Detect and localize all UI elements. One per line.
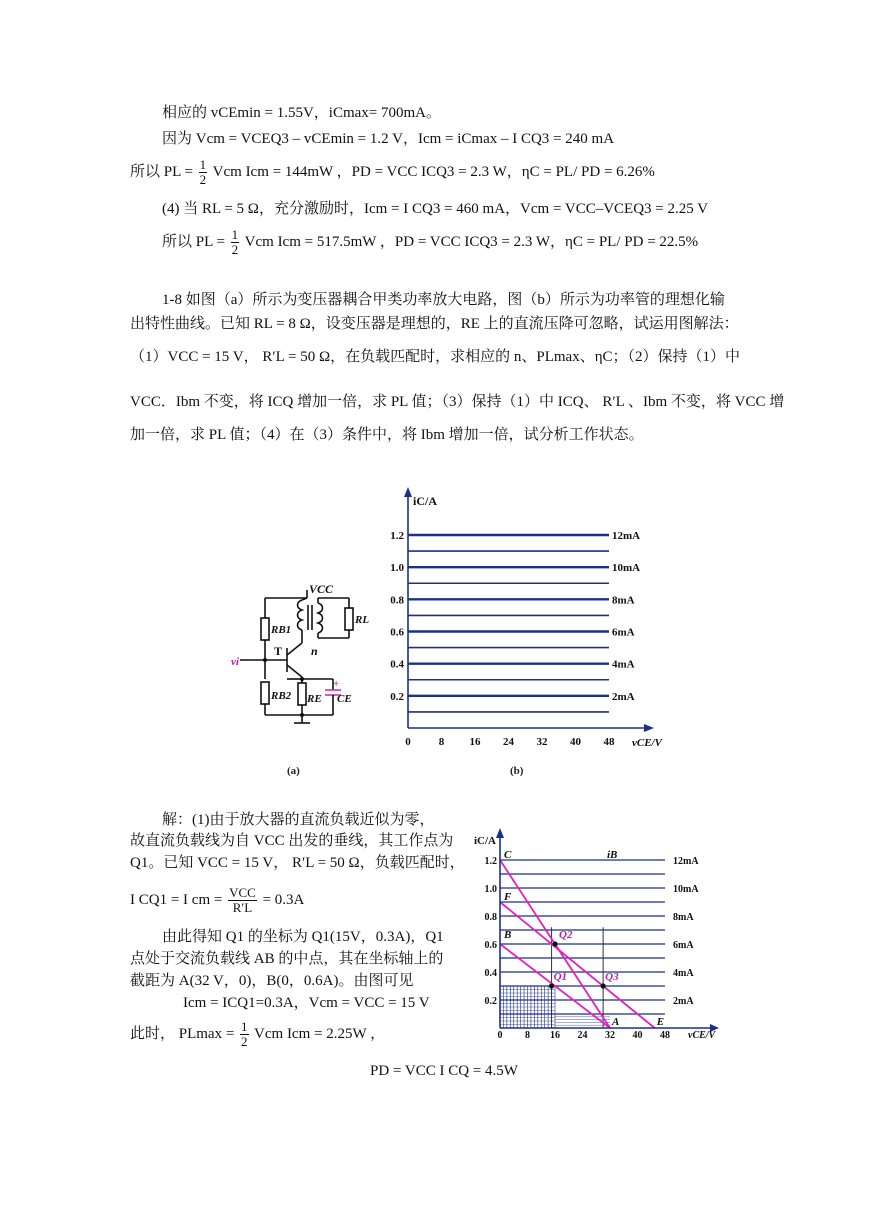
y-axis-label: iC/A xyxy=(474,835,496,847)
x-tick-label: 8 xyxy=(438,736,445,748)
problem-line: （1）VCC = 15 V， R′L = 50 Ω，在负载匹配时，求相应的 n、PLmax、ηC；（2）保持（1）中 xyxy=(130,349,741,365)
fraction xyxy=(240,1020,249,1049)
curve-label: 8mA xyxy=(673,912,694,923)
text-fragment: 所以 PL = xyxy=(130,163,193,180)
ac-load-line-fe xyxy=(500,902,655,1028)
vcc-label: VCC xyxy=(309,582,334,596)
curve-label: 6mA xyxy=(612,626,635,639)
x-tick-label: 40 xyxy=(632,1030,643,1041)
operating-point-q3 xyxy=(601,983,606,988)
text-line: 因为 Vcm = VCEQ3 – vCEmin = 1.2 V，Icm = iCmax – I CQ3 = 240 mA xyxy=(162,131,615,147)
x-axis-label: vCE/V xyxy=(688,1030,716,1041)
x-tick-label: 0 xyxy=(497,1030,503,1041)
y-tick-label: 0.4 xyxy=(390,658,404,671)
point-label: B xyxy=(504,929,512,941)
text-fragment: 此时， PLmax = xyxy=(130,1025,235,1042)
fraction-numerator: 1 xyxy=(241,1019,248,1034)
point-label: Q3 xyxy=(605,971,619,983)
x-tick-label: 16 xyxy=(550,1030,560,1041)
equation-line xyxy=(130,158,655,187)
equation-line xyxy=(130,886,304,915)
figure-caption-b: (b) xyxy=(510,765,524,777)
y-tick-label: 0.4 xyxy=(484,968,497,979)
curve-label: 2mA xyxy=(673,996,694,1007)
y-tick-label: 1.2 xyxy=(484,856,497,867)
solution-line: 故直流负载线为自 VCC 出发的垂线，其工作点为 xyxy=(130,833,454,849)
re-label: RE xyxy=(307,693,322,705)
circuit-diagram xyxy=(225,575,380,780)
equation-line xyxy=(130,1020,385,1049)
x-axis-label: vCE/V xyxy=(632,737,662,749)
point-label: Q1 xyxy=(553,971,568,983)
x-tick-label: 8 xyxy=(525,1030,530,1041)
fraction-numerator: VCC xyxy=(229,885,256,900)
curve-label: 4mA xyxy=(612,658,635,671)
point-label: E xyxy=(656,1016,665,1028)
x-tick-label: 48 xyxy=(660,1030,670,1041)
vi-label: vi xyxy=(231,656,239,668)
y-tick-label: 0.2 xyxy=(390,690,404,703)
polarity-mark: + xyxy=(333,678,340,690)
rl-label: RL xyxy=(355,614,370,626)
figure-caption-a: (a) xyxy=(287,765,300,777)
text-fragment: = 0.3A xyxy=(262,891,305,908)
fraction-denominator: R′L xyxy=(232,900,253,915)
solution-line: 截距为 A(32 V，0)，B(0，0.6A)。由图可见 xyxy=(130,973,414,989)
ce-label: CE xyxy=(337,693,352,705)
problem-line: VCC．Ibm 不变，将 ICQ 增加一倍，求 PL 值；（3）保持（1）中 ICQ、 R′L 、Ibm 不变，将 VCC 增 xyxy=(130,394,785,410)
operating-point-q1 xyxy=(549,983,554,988)
text-fragment: Vcm Icm = 517.5mW ，PD = VCC ICQ3 = 2.3 W，ηC = PL/ PD = 22.5% xyxy=(244,233,699,250)
problem-line: 1-8 如图（a）所示为变压器耦合甲类功率放大电路，图（b）所示为功率管的理想化输 xyxy=(162,292,725,308)
text-fragment: Vcm Icm = 2.25W ， xyxy=(254,1025,386,1042)
x-tick-label: 32 xyxy=(605,1030,615,1041)
y-tick-label: 0.8 xyxy=(390,594,404,607)
text-line: (4) 当 RL = 5 Ω，充分激励时，Icm = I CQ3 = 460 mA，Vcm = VCC–VCEQ3 = 2.25 V xyxy=(162,201,709,217)
rb1-label: RB1 xyxy=(271,624,292,636)
x-tick-label: 32 xyxy=(536,736,548,748)
curve-label: 4mA xyxy=(673,968,694,979)
y-tick-label: 1.2 xyxy=(390,530,404,542)
operating-point-q2 xyxy=(552,941,557,946)
curve-label: 10mA xyxy=(673,884,699,895)
fraction-denominator: 2 xyxy=(231,242,239,257)
point-label: F xyxy=(504,891,512,903)
solution-line: Icm = ICQ1=0.3A，Vcm = VCC = 15 V xyxy=(183,995,430,1011)
y-axis-label: iC/A xyxy=(413,494,437,508)
output-characteristics-b xyxy=(380,485,680,780)
x-tick-label: 24 xyxy=(503,736,514,748)
fraction-denominator: 2 xyxy=(199,172,207,187)
ib-label: iB xyxy=(607,849,618,861)
point-label: A xyxy=(612,1016,620,1028)
solution-line: Q1。已知 VCC = 15 V， R′L = 50 Ω，负载匹配时， xyxy=(130,855,465,871)
x-tick-label: 24 xyxy=(577,1030,588,1041)
curve-label: 10mA xyxy=(612,562,641,575)
x-tick-label: 40 xyxy=(570,736,581,748)
text-line: 相应的 vCEmin = 1.55V，iCmax= 700mA。 xyxy=(162,105,442,121)
text-fragment: 所以 PL = xyxy=(162,233,225,250)
curve-label: 12mA xyxy=(673,856,699,867)
transistor-label: T xyxy=(274,644,283,658)
x-tick-label: 0 xyxy=(405,736,411,748)
y-tick-label: 0.6 xyxy=(390,626,404,639)
curve-label: 2mA xyxy=(612,690,635,703)
fraction-numerator: 1 xyxy=(231,227,239,242)
x-tick-label: 16 xyxy=(469,736,481,748)
solution-line: PD = VCC I CQ = 4.5W xyxy=(370,1063,518,1079)
equation-line xyxy=(162,228,698,257)
problem-line: 出特性曲线。已知 RL = 8 Ω，设变压器是理想的，RE 上的直流压降可忽略，试运用图解法： xyxy=(130,316,739,332)
curve-label: 8mA xyxy=(612,594,635,607)
fraction-numerator: 1 xyxy=(199,157,207,172)
text-fragment: I CQ1 = I cm = xyxy=(130,891,223,908)
solution-line: 解：(1)由于放大器的直流负载近似为零， xyxy=(162,812,435,828)
load-line-figure xyxy=(470,828,720,1041)
fraction xyxy=(199,158,208,187)
curve-label: 12mA xyxy=(612,530,641,542)
solution-line: 由此得知 Q1 的坐标为 Q1(15V，0.3A)，Q1 xyxy=(162,929,444,945)
x-tick-label: 48 xyxy=(603,736,615,748)
turns-ratio-label: n xyxy=(311,644,318,658)
solution-line: 点处于交流负载线 AB 的中点，其在坐标轴上的 xyxy=(130,951,444,967)
fraction xyxy=(231,228,240,257)
y-tick-label: 1.0 xyxy=(484,884,497,895)
y-tick-label: 0.8 xyxy=(484,912,497,923)
fraction xyxy=(228,886,257,915)
fraction-denominator: 2 xyxy=(241,1034,248,1049)
y-tick-label: 0.2 xyxy=(484,996,497,1007)
problem-line: 加一倍，求 PL 值；（4）在（3）条件中，将 Ibm 增加一倍，试分析工作状态。 xyxy=(130,427,644,443)
text-fragment: Vcm Icm = 144mW ，PD = VCC ICQ3 = 2.3 W，ηC = PL/ PD = 6.26% xyxy=(212,163,655,180)
rb2-label: RB2 xyxy=(271,690,292,702)
y-tick-label: 1.0 xyxy=(390,562,404,575)
point-label: C xyxy=(504,849,512,861)
point-label: Q2 xyxy=(559,929,573,941)
y-tick-label: 0.6 xyxy=(484,940,497,951)
curve-label: 6mA xyxy=(673,940,694,951)
